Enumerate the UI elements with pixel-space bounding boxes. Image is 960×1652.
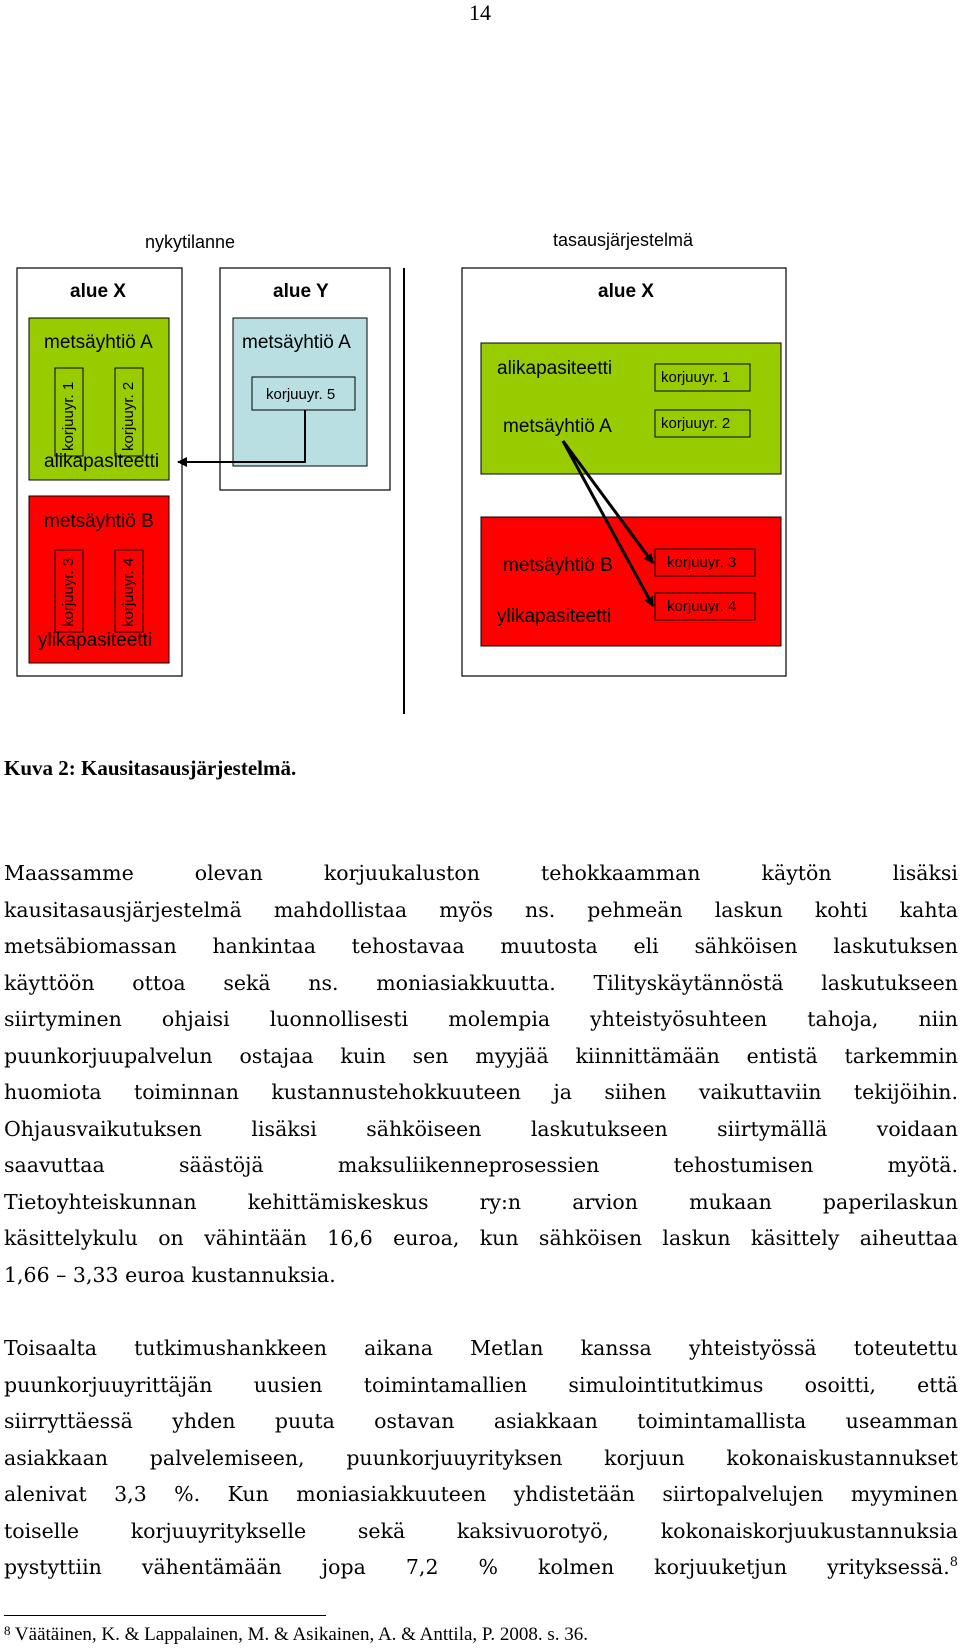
capacity-balancing-diagram [0, 0, 960, 720]
contractor-1-label: korjuuyr. 1 [60, 381, 77, 451]
paragraph-2-line: siirryttäessä yhden puuta ostavan asiakkaan toimintamallista useamman [4, 1409, 958, 1433]
paragraph-2-line: Toisaalta tutkimushankkeen aikana Metlan kanssa yhteistyössä toteutettu [4, 1336, 958, 1360]
paragraph-2-last-text: pystyttiin vähentämään jopa 7,2 % kolmen korjuuketjun yrityksessä. [4, 1555, 950, 1579]
undercapacity-right-label: alikapasiteetti [497, 358, 613, 379]
contractor-5-label: korjuuyr. 5 [266, 386, 336, 403]
contractor-4-right-label: korjuuyr. 4 [667, 598, 737, 615]
footnote-number: 8 [4, 1623, 11, 1638]
paragraph-1-line: Tietoyhteiskunnan kehittämiskeskus ry:n arvion mukaan paperilaskun [4, 1189, 958, 1214]
co-b-right-label: metsäyhtiö B [503, 555, 613, 576]
paragraph-1-line: metsäbiomassan hankintaa tehostavaa muutosta eli sähköisen laskutuksen [4, 934, 958, 958]
page-number: 14 [469, 0, 491, 25]
diagram-lines [0, 0, 960, 720]
paragraph-1-line: kausitasausjärjestelmä mahdollistaa myös ns. pehmeän laskun kohti kahta [4, 897, 958, 922]
paragraph-2-line: alenivat 3,3 %. Kun moniasiakkuuteen yhdistetään siirtopalvelujen myyminen [4, 1482, 958, 1506]
paragraph-1-line: 1,66 – 3,33 euroa kustannuksia. [4, 1262, 336, 1287]
footnote-reference[interactable]: 8 [949, 1555, 958, 1570]
footnote-text: Väätäinen, K. & Lappalainen, M. & Asikainen, A. & Anttila, P. 2008. s. 36. [14, 1624, 589, 1645]
title-current: nykytilanne [145, 232, 236, 252]
overcapacity-right-label: ylikapasiteetti [497, 606, 612, 627]
contractor-4-label: korjuuyr. 4 [120, 557, 137, 627]
overcapacity-left-label: ylikapasiteetti [38, 630, 153, 651]
paragraph-2-line: toiselle korjuuyritykselle sekä kaksivuorotyö, kokonaiskorjuukustannuksia [4, 1518, 958, 1543]
footnote-rule [4, 1615, 326, 1616]
area-y-label: alue Y [273, 281, 329, 302]
paragraph-1-line: Maassamme olevan korjuukaluston tehokkaamman käytön lisäksi [4, 861, 958, 885]
contractor-1-right-label: korjuuyr. 1 [661, 369, 731, 386]
paragraph-2-line [4, 1549, 958, 1586]
paragraph-1-line: käsittelykulu on vähintään 16,6 euroa, kun sähköisen laskun käsittely aiheuttaa [4, 1226, 958, 1250]
figure-caption: Kuva 2: Kausitasausjärjestelmä. [4, 756, 297, 780]
co-b-left-label: metsäyhtiö B [44, 511, 154, 532]
paragraph-1 [4, 855, 958, 1293]
area-x-right-label: alue X [598, 281, 654, 302]
co-a-y-label: metsäyhtiö A [242, 332, 351, 353]
co-a-left-label: metsäyhtiö A [44, 332, 153, 353]
paragraph-1-line: käyttöön ottoa sekä ns. moniasiakkuutta. Tilityskäytännöstä laskutukseen [4, 970, 958, 995]
contractor-3-right-label: korjuuyr. 3 [667, 554, 737, 571]
paragraph-2-line: asiakkaan palvelemiseen, puunkorjuuyrityksen korjuun kokonaiskustannukset [4, 1445, 958, 1470]
paragraph-1-line: Ohjausvaikutuksen lisäksi sähköiseen laskutukseen siirtymällä voidaan [4, 1116, 958, 1141]
footnote [4, 1624, 588, 1646]
paragraph-2 [4, 1330, 958, 1586]
paragraph-2-line: puunkorjuuyrittäjän uusien toimintamallien simulointitutkimus osoitti, että [4, 1372, 958, 1397]
contractor-3-label: korjuuyr. 3 [60, 557, 77, 627]
paragraph-1-line: saavuttaa säästöjä maksuliikenneprosessien tehostumisen myötä. [4, 1153, 958, 1177]
contractor-2-right-label: korjuuyr. 2 [661, 415, 731, 432]
contractor-2-label: korjuuyr. 2 [120, 381, 137, 451]
area-x-left-label: alue X [70, 281, 126, 302]
paragraph-1-line: siirtyminen ohjaisi luonnollisesti molempia yhteistyösuhteen tahoja, niin [4, 1007, 958, 1031]
paragraph-1-line: puunkorjuupalvelun ostajaa kuin sen myyjää kiinnittämään entistä tarkemmin [4, 1043, 958, 1068]
title-balancing: tasausjärjestelmä [553, 230, 694, 250]
undercapacity-left-label: alikapasiteetti [44, 451, 160, 472]
co-a-right-label: metsäyhtiö A [503, 416, 612, 437]
paragraph-1-line: huomiota toiminnan kustannustehokkuuteen ja siihen vaikuttaviin tekijöihin. [4, 1080, 958, 1104]
